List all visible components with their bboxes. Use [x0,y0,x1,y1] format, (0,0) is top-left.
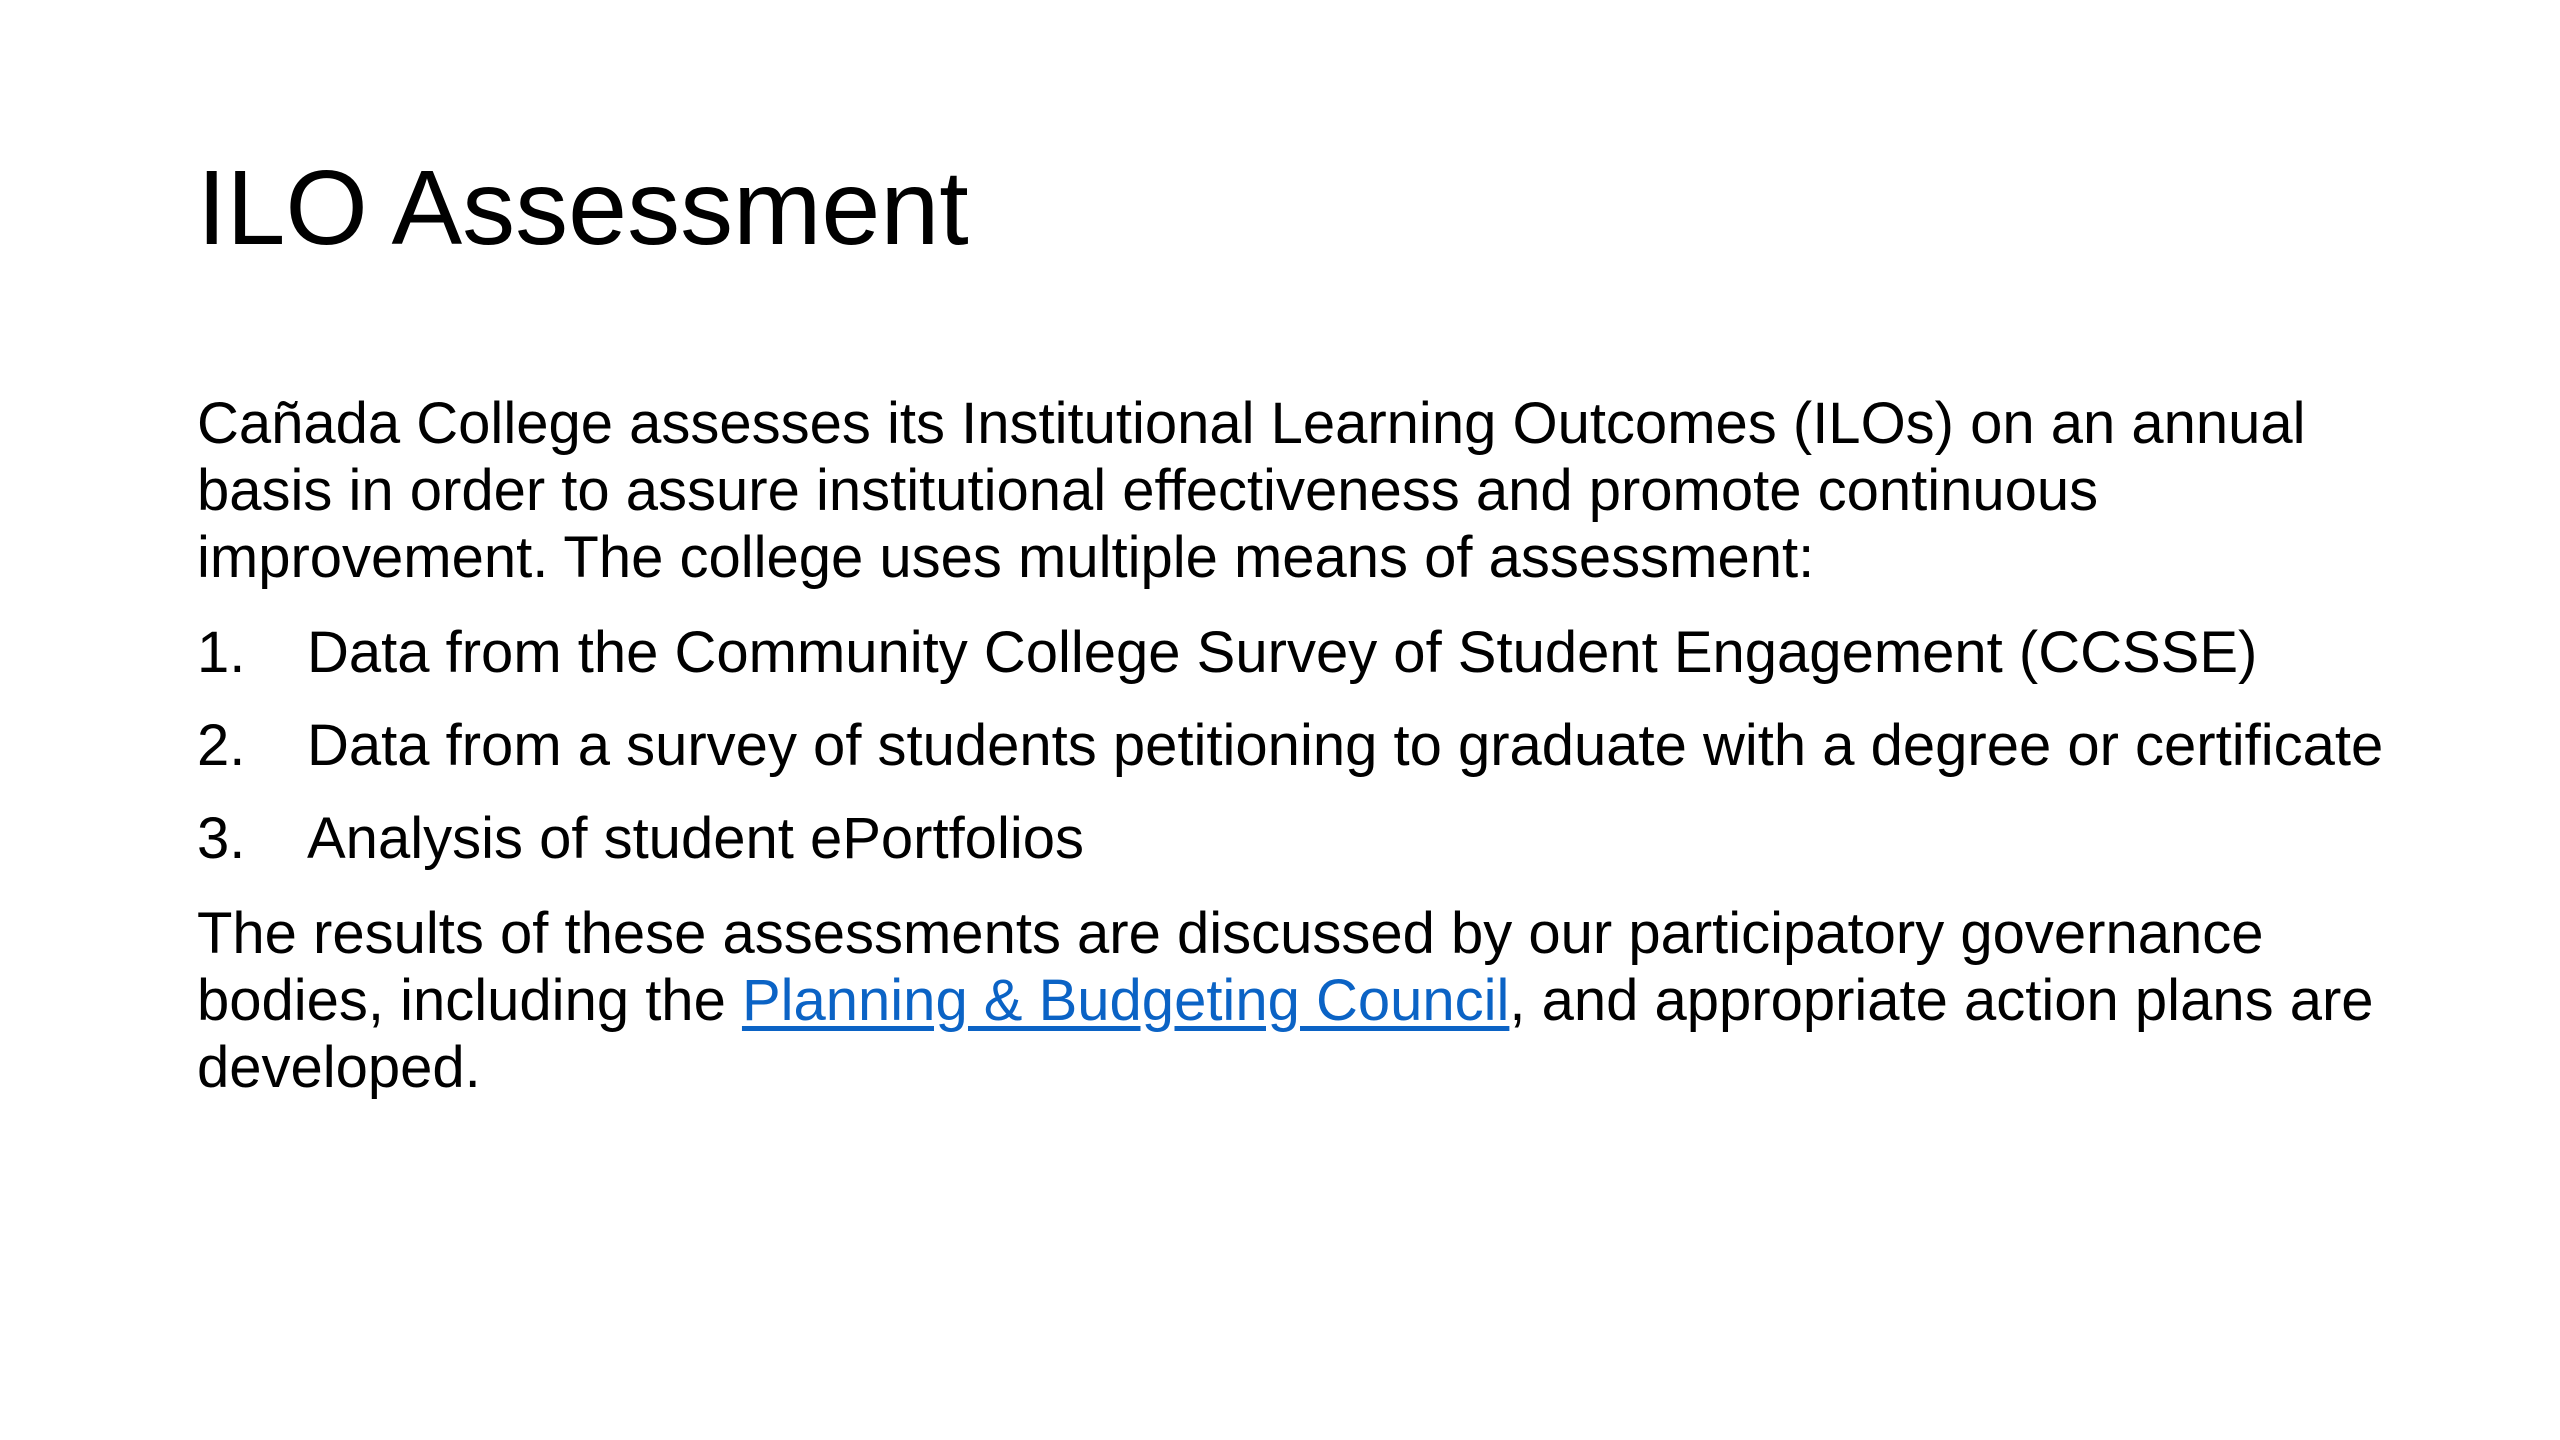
list-item-text: Data from a survey of students petitioning to graduate with a degree or certificate [307,713,2384,778]
intro-paragraph: Cañada College assesses its Institutional Learning Outcomes (ILOs) on an annual basis in order to assure institutional effectiveness and promote continuous improvement. The college uses multiple means of assessment: [197,391,2306,590]
closing-text-before-link: The results of these assessments are discussed by our participatory governance bodies, including the [197,901,2264,1033]
slide-body [197,390,2397,1101]
assessment-means-list [197,619,2397,872]
planning-budgeting-council-link[interactable]: Planning & Budgeting Council [741,968,1510,1033]
list-item-number: 2. [197,713,246,778]
list-item-text: Data from the Community College Survey of Student Engagement (CCSSE) [307,620,2258,685]
list-item-number: 3. [197,806,246,871]
closing-text-after-link: , and appropriate action plans are developed. [197,968,2374,1100]
list-item-text: Analysis of student ePortfolios [307,806,1084,871]
list-item [197,805,2397,872]
closing-paragraph [197,900,2397,1101]
list-item-number: 1. [197,620,246,685]
list-item [197,712,2397,779]
list-item [197,619,2397,686]
slide-title: ILO Assessment [197,149,969,267]
